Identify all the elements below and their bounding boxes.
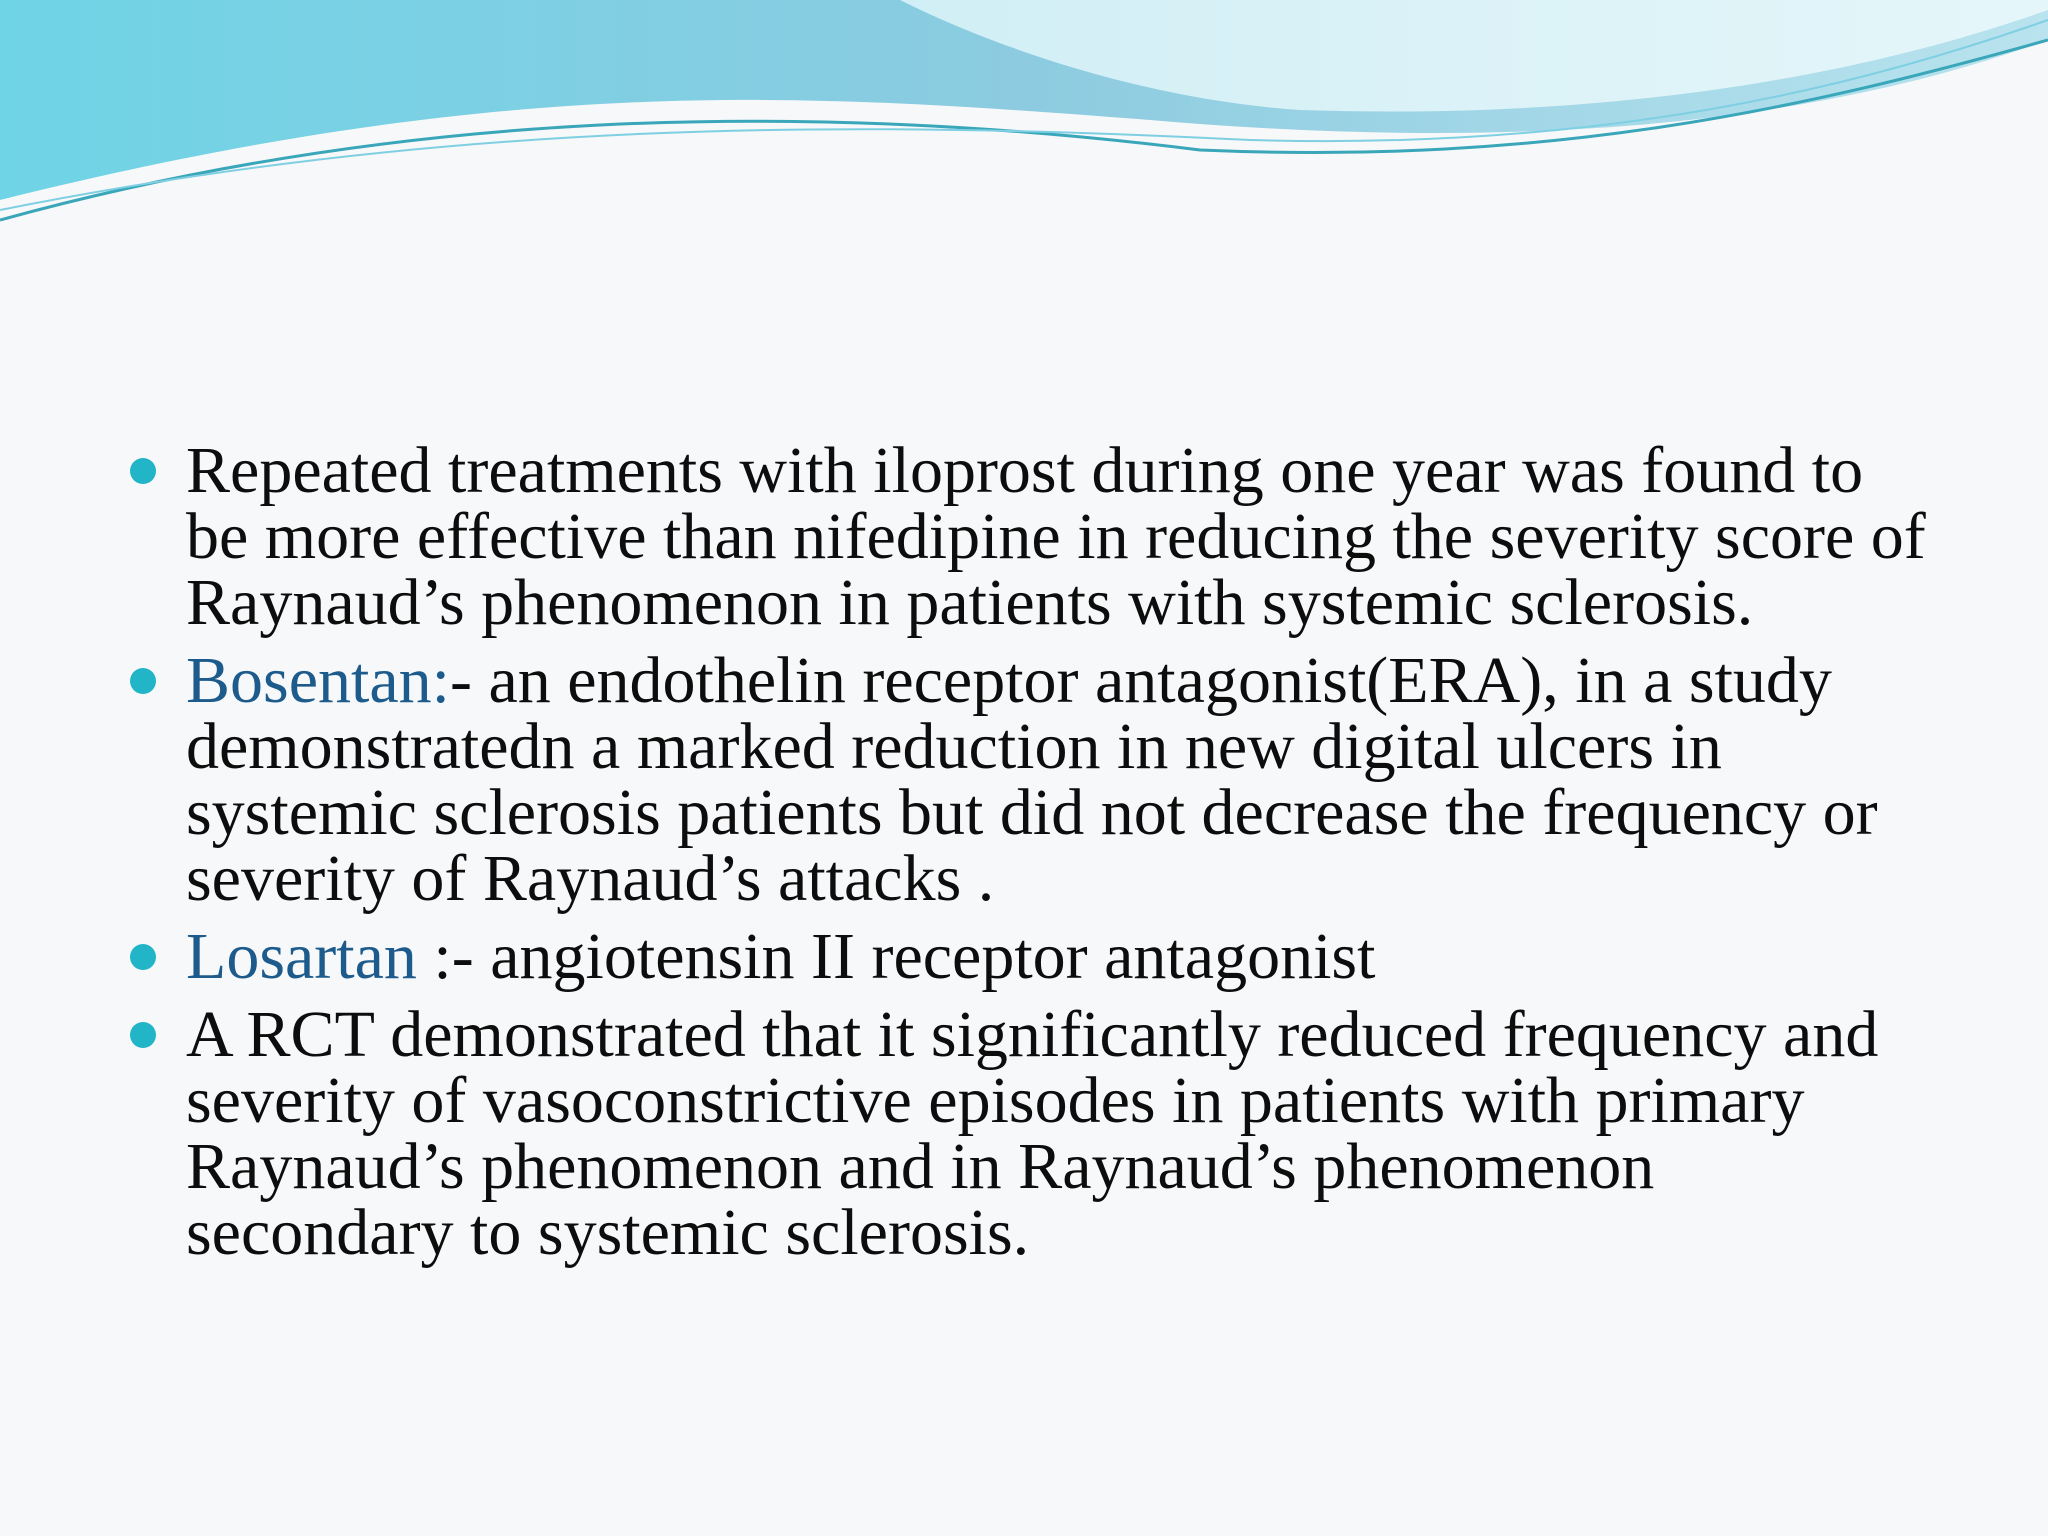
bullet-dot-icon	[130, 668, 156, 694]
bullet-text: Repeated treatments with iloprost during one year was found to be more effective than nifedipine in reducing the severity score of Raynaud’s phenomenon in patients with systemic sclerosis.	[186, 434, 1926, 639]
bullet-dot-icon	[130, 458, 156, 484]
bullet-dot-icon	[130, 1022, 156, 1048]
bullet-dot-icon	[130, 944, 156, 970]
header-wave-decoration	[0, 0, 2048, 240]
bullet-text: - an endothelin receptor antagonist(ERA), in a study demonstratedn a marked reduction in new digital ulcers in systemic sclerosis patients but did not decrease the frequency or severity of Raynaud’s attacks .	[186, 644, 1878, 915]
bullet-term: Losartan	[186, 920, 417, 993]
bullet-list	[130, 434, 1930, 1269]
bullet-term: Bosentan:	[186, 644, 450, 717]
bullet-item-bosentan	[130, 644, 1930, 915]
bullet-text: :- angiotensin II receptor antagonist	[416, 920, 1376, 993]
bullet-item-rct	[130, 998, 1930, 1269]
bullet-item-losartan	[130, 920, 1930, 993]
bullet-text: A RCT demonstrated that it significantly reduced frequency and severity of vasoconstrictive episodes in patients with primary Raynaud’s phenomenon and in Raynaud’s phenomenon secondary to systemic sclerosis.	[186, 998, 1879, 1269]
content-area	[130, 434, 1930, 1278]
bullet-item-iloprost	[130, 434, 1930, 639]
